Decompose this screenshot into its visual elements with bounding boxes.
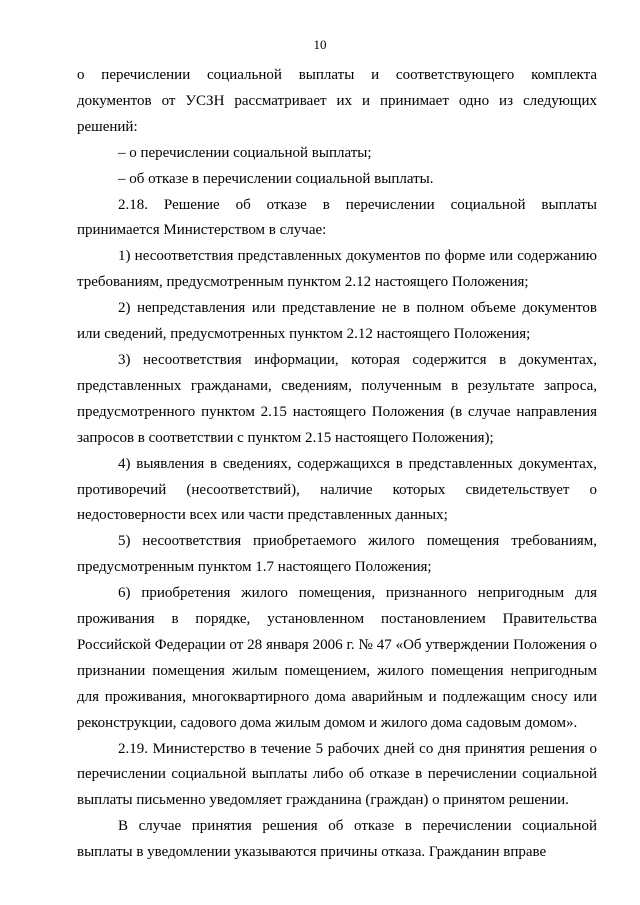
paragraph-refusal-notice: В случае принятия решения об отказе в перечислении социальной выплаты в уведомлении указываются причины отказа. Гражданин вправе — [77, 818, 597, 861]
paragraph-decision-refusal: – об отказе в перечислении социальной выплаты. — [118, 170, 434, 187]
document-body — [77, 63, 597, 866]
paragraph-reason-5: 5) несоответствия приобретаемого жилого помещения требованиям, предусмотренным пунктом 1.7 настоящего Положения; — [77, 533, 597, 576]
page-number: 10 — [313, 37, 327, 52]
paragraph-clause-2-18: 2.18. Решение об отказе в перечислении социальной выплаты принимается Министерством в случае: — [77, 196, 597, 239]
paragraph-reason-1: 1) несоответствия представленных документов по форме или содержанию требованиям, предусмотренным пунктом 2.12 настоящего Положения; — [77, 248, 597, 291]
paragraph-intro: о перечислении социальной выплаты и соответствующего комплекта документов от УСЗН рассматривает их и принимает одно из следующих решений: — [77, 67, 597, 135]
paragraph-reason-3: 3) несоответствия информации, которая содержится в документах, представленных гражданами, сведениям, полученным в результате запроса, предусмотренного пунктом 2.15 настоящего Положения (в случае направления запросов в соответствии с пунктом 2.15 настоящего Положения); — [77, 351, 597, 446]
paragraph-reason-2: 2) непредставления или представление не в полном объеме документов или сведений, предусмотренных пунктом 2.12 настоящего Положения; — [77, 300, 597, 343]
paragraph-clause-2-19: 2.19. Министерство в течение 5 рабочих дней со дня принятия решения о перечислении социальной выплаты либо об отказе в перечислении социальной выплаты письменно уведомляет гражданина (граждан) о принятом решении. — [77, 740, 597, 809]
paragraph-reason-4: 4) выявления в сведениях, содержащихся в представленных документах, противоречий (несоответствий), наличие которых свидетельствует о недостоверности всех или части представленных данных; — [77, 455, 597, 524]
paragraph-reason-6: 6) приобретения жилого помещения, признанного непригодным для проживания в порядке, установленном постановлением Правительства Российской Федерации от 28 января 2006 г. № 47 «Об утверждении Положения о признании помещения жилым помещением, жилого помещения непригодным для проживания, многоквартирного дома аварийным и подлежащим сносу или реконструкции, садового дома жилым домом и жилого дома садовым домом». — [77, 585, 597, 731]
paragraph-decision-transfer: – о перечислении социальной выплаты; — [118, 144, 372, 161]
